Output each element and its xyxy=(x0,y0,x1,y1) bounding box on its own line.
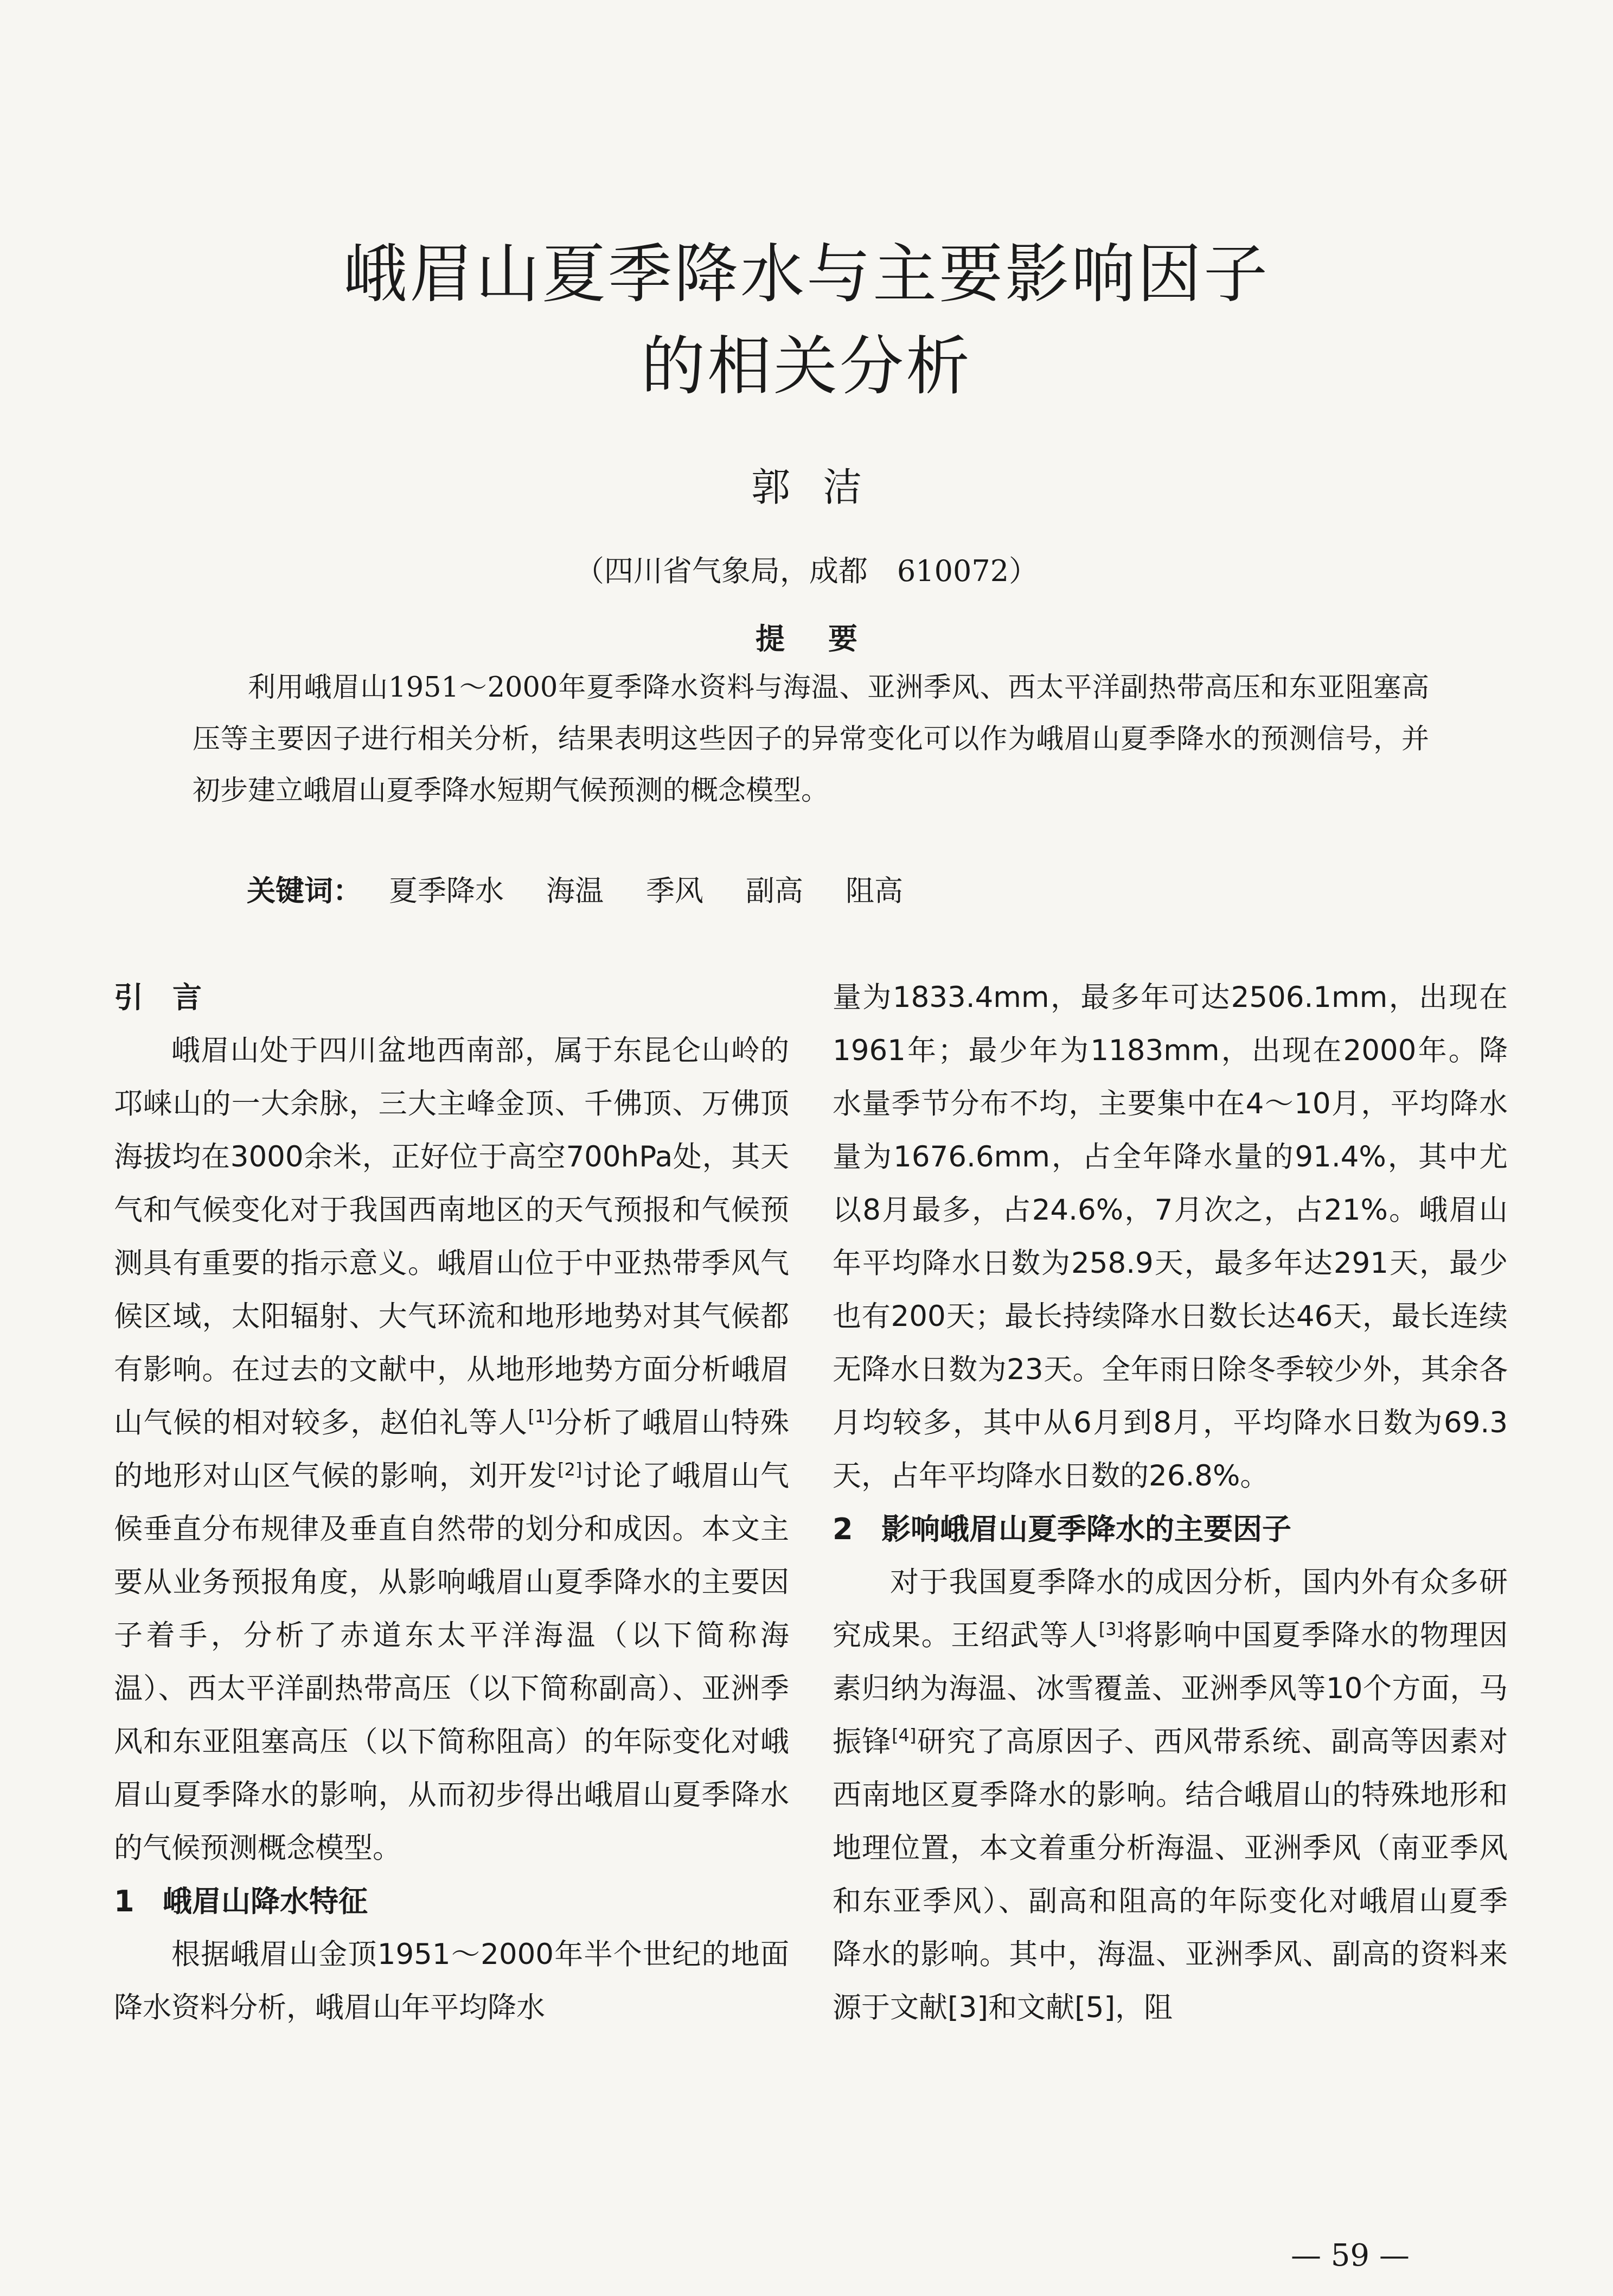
intro-text-part: 分析了峨眉山特殊的地形对山区气候的影响，刘开发 xyxy=(114,1406,790,1493)
paper-title xyxy=(0,228,1613,412)
page-number: — 59 — xyxy=(1291,2238,1410,2273)
section-2-text-part: 对于我国夏季降水的成因分析，国内外有众多研究成果。王绍武等人 xyxy=(833,1566,1508,1652)
section-heading-intro: 引 言 xyxy=(114,980,202,1015)
section-2-text-part: 将影响中国夏季降水的物理因素归纳为海温、冰雪覆盖、亚洲季风等10个方面，马振锋 xyxy=(833,1619,1508,1758)
section-2-paragraph xyxy=(833,1556,1508,2034)
section-heading-1 xyxy=(114,1875,789,1928)
keyword: 夏季降水 xyxy=(389,875,504,908)
title-line-2: 的相关分析 xyxy=(641,329,972,404)
author-affiliation: （四川省气象局，成都 610072） xyxy=(574,554,1039,588)
section-heading-2 xyxy=(833,1503,1508,1556)
keyword: 海温 xyxy=(546,875,604,908)
section-number: 2 xyxy=(833,1512,853,1546)
citation-ref: [2] xyxy=(557,1459,583,1480)
right-column xyxy=(833,971,1508,2034)
citation-ref: [3] xyxy=(1098,1618,1124,1640)
keyword: 副高 xyxy=(746,875,803,908)
section-2-text-part: 研究了高原因子、西风带系统、副高等因素对西南地区夏季降水的影响。结合峨眉山的特殊地形和地理位置，本文着重分析海温、亚洲季风（南亚季风和东亚季风）、副高和阻高的年际变化对峨眉山夏季降水的影响。其中，海温、亚洲季风、副高的资料来源于文献[3]和文献[5]，阻 xyxy=(833,1725,1508,2024)
citation-ref: [4] xyxy=(892,1725,917,1746)
section-title: 影响峨眉山夏季降水的主要因子 xyxy=(881,1512,1291,1546)
section-1-paragraph: 根据峨眉山金顶1951～2000年半个世纪的地面降水资料分析，峨眉山年平均降水 xyxy=(114,1938,789,2024)
intro-paragraph xyxy=(114,1024,789,1875)
keywords xyxy=(247,868,945,909)
title-line-1: 峨眉山夏季降水与主要影响因子 xyxy=(343,237,1270,311)
intro-text-part: 峨眉山处于四川盆地西南部，属于东昆仑山岭的邛崃山的一大余脉，三大主峰金顶、千佛顶、万佛顶海拔均在3000余米，正好位于高空700hPa处，其天气和气候变化对于我国西南地区的天气预报和气候预测具有重要的指示意义。峨眉山位于中亚热带季风气候区域，太阳辐射、大气环流和地形地势对其气候都有影响。在过去的文献中，从地形地势方面分析峨眉山气候的相对较多，赵伯礼等人 xyxy=(114,1034,789,1439)
intro-text-part: 讨论了峨眉山气候垂直分布规律及垂直自然带的划分和成因。本文主要从业务预报角度，从影响峨眉山夏季降水的主要因子着手，分析了赤道东太平洋海温（以下简称海温）、西太平洋副热带高压（以下简称副高）、亚洲季风和东亚阻塞高压（以下简称阻高）的年际变化对峨眉山夏季降水的影响，从而初步得出峨眉山夏季降水的气候预测概念模型。 xyxy=(114,1459,790,1865)
left-column xyxy=(114,971,789,2034)
keyword: 季风 xyxy=(646,875,703,908)
section-1-paragraph-continued: 量为1833.4mm，最多年可达2506.1mm，出现在1961年；最少年为1183mm，出现在2000年。降水量季节分布不均，主要集中在4～10月，平均降水量为1676.6mm，占全年降水量的91.4%，其中尤以8月最多，占24.6%，7月次之，占21%。峨眉山年平均降水日数为258.9天，最多年达291天，最少也有200天；最长持续降水日数长达46天，最长连续无降水日数为23天。全年雨日除冬季较少外，其余各月均较多，其中从6月到8月，平均降水日数为69.3天，占年平均降水日数的26.8%。 xyxy=(833,981,1508,1493)
keywords-label: 关键词： xyxy=(247,875,362,908)
author-name: 郭洁 xyxy=(751,464,894,510)
section-number: 1 xyxy=(114,1884,135,1918)
keyword: 阻高 xyxy=(846,875,903,908)
section-title: 峨眉山降水特征 xyxy=(163,1884,368,1918)
abstract-text: 利用峨眉山1951～2000年夏季降水资料与海温、亚洲季风、西太平洋副热带高压和东亚阻塞高压等主要因子进行相关分析，结果表明这些因子的异常变化可以作为峨眉山夏季降水的预测信号，并初步建立峨眉山夏季降水短期气候预测的概念模型。 xyxy=(193,672,1429,807)
citation-ref: [1] xyxy=(528,1406,553,1427)
abstract-heading: 提要 xyxy=(756,622,901,656)
